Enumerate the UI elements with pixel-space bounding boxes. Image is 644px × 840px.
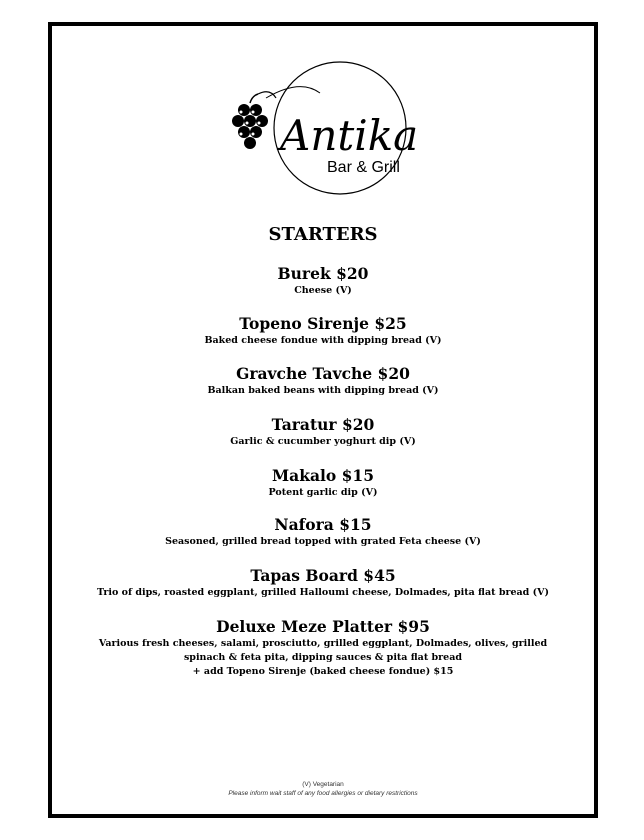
section-title: STARTERS [268,224,378,245]
allergy-note: Please inform wait staff of any food allergies or dietary restrictions [228,790,418,797]
menu-item [52,466,594,500]
item-description: Potent garlic dip (V) [268,487,378,498]
item-description: Trio of dips, roasted eggplant, grilled Halloumi cheese, Dolmades, pita flat bread (V) [97,587,549,598]
menu-item [52,566,594,600]
item-name: Nafora $15 [274,515,372,534]
menu-item [52,314,594,348]
brand-tagline: Bar & Grill [327,159,400,176]
footer [52,780,594,798]
item-name: Gravche Tavche $20 [236,364,410,383]
item-name: Burek $20 [277,264,369,283]
item-description: Balkan baked beans with dipping bread (V) [207,385,439,396]
menu-item [52,617,594,679]
brand-name: Antika [280,111,419,160]
item-name: Tapas Board $45 [250,566,396,585]
menu-page [48,22,598,818]
item-name: Makalo $15 [272,466,374,485]
brand-logo [230,58,430,198]
grapes-icon [232,92,276,149]
item-description: Various fresh cheeses, salami, prosciutto, grilled eggplant, Dolmades, olives, grilled [98,638,548,649]
menu-item [52,264,594,298]
item-description: + add Topeno Sirenje (baked cheese fondue) $15 [192,666,454,677]
menu-items [52,264,594,679]
item-description: spinach & feta pita, dipping sauces & pita flat bread [183,652,463,663]
item-name: Topeno Sirenje $25 [239,314,407,333]
menu-item [52,364,594,398]
item-description: Seasoned, grilled bread topped with grated Feta cheese (V) [165,536,481,547]
vegetarian-legend: (V) Vegetarian [302,781,344,788]
item-name: Deluxe Meze Platter $95 [216,617,430,636]
item-description: Garlic & cucumber yoghurt dip (V) [230,436,416,447]
menu-item [52,415,594,449]
menu-item [52,515,594,549]
item-name: Taratur $20 [271,415,375,434]
item-description: Baked cheese fondue with dipping bread (V) [204,335,442,346]
item-description: Cheese (V) [294,285,352,296]
